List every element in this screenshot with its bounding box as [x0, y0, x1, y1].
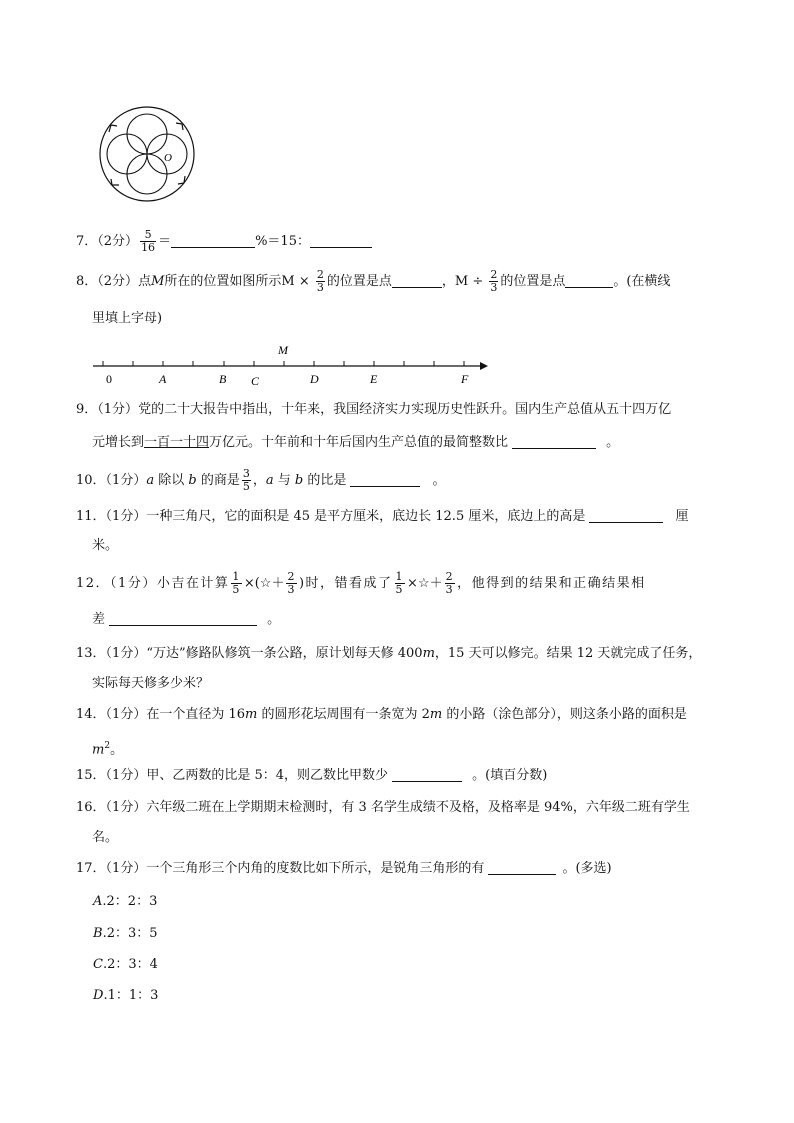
arrow-icon	[176, 123, 183, 130]
question-10: 10．（1分）a 除以 b 的商是 $\frac{3}{5}$ ，a 与 b 的比是 。	[76, 467, 446, 493]
question-score: （1分）	[110, 576, 157, 591]
answer-blank[interactable]	[512, 433, 596, 449]
answer-blank[interactable]	[589, 507, 663, 523]
question-score: （1分）	[105, 646, 147, 661]
question-number: 13．	[76, 646, 106, 661]
question-score: （2分）	[97, 274, 139, 289]
question-16-cont: 名。	[92, 830, 119, 845]
choice-b[interactable]: B.2：3：5	[93, 926, 158, 941]
tick-label-c: C	[251, 374, 260, 388]
question-number: 9．	[76, 402, 98, 417]
question-number: 12．	[76, 576, 111, 591]
tick-label-0: 0	[106, 372, 112, 386]
fraction: $\frac{2}{3}$	[287, 570, 296, 596]
arrow-icon	[178, 176, 185, 184]
choice-d[interactable]: D.1：1：3	[93, 988, 159, 1003]
tick-label-a: A	[159, 372, 167, 386]
question-12-cont: 差 。	[92, 612, 281, 627]
choice-a[interactable]: A.2：2：3	[93, 894, 158, 909]
question-9-cont: 元增长到一百一十四万亿元。十年前和十年后国内生产总值的最简整数比 。	[92, 435, 620, 450]
question-score: （1分）	[97, 402, 139, 417]
arrow-icon	[111, 179, 119, 185]
tick-label-d: D	[310, 372, 319, 386]
question-number: 7．	[76, 234, 98, 249]
question-9: 9．（1分）党的二十大报告中指出，十年来，我国经济实力实现历史性跃升。国内生产总值从五十四万亿	[76, 402, 672, 417]
question-8: 8．（2分）点M所在的位置如图所示M × $\frac{2}{3}$ 的位置是点 ，M ÷ $\frac{2}{3}$ 的位置是点 。(在横线	[76, 268, 671, 294]
question-17: 17．（1分）一个三角形三个内角的度数比如下所示，是锐角三角形的有 。(多选)	[76, 861, 612, 876]
question-number: 11．	[76, 509, 106, 524]
question-15: 15．（1分）甲、乙两数的比是 5：4，则乙数比甲数少 。(填百分数)	[76, 768, 548, 783]
tick-label-e: E	[370, 372, 378, 386]
fraction: $\frac{3}{5}$	[242, 467, 250, 493]
question-13: 13．（1分）“万达”修路队修筑一条公路，原计划每天修 400m，15 天可以修完。结果 12 天就完成了任务，	[76, 646, 702, 661]
question-score: （1分）	[105, 861, 147, 876]
question-14-cont: $m^2$。	[92, 741, 124, 758]
petal-circle-bottom	[127, 154, 167, 194]
tick-label-m: M	[278, 343, 288, 357]
fraction: $\frac{2}{3}$	[316, 268, 324, 294]
question-score: （1分）	[105, 473, 147, 488]
fraction: $\frac{5}{16}$	[141, 228, 156, 254]
question-score: （1分）	[105, 509, 147, 524]
circle-figure	[94, 103, 204, 203]
question-number: 14．	[76, 707, 106, 722]
arrow-icon	[109, 125, 117, 132]
question-12: 12．（1分）小吉在计算 $\frac{1}{5}$ ×(☆＋ $\frac{2}{3}$ )时，错看成了 $\frac{1}{5}$ ×☆＋ $\frac{2}{3}$ ，他得到的结果和正确结果相	[76, 570, 646, 596]
answer-blank[interactable]	[350, 471, 420, 487]
question-11: 11．（1分）一种三角尺，它的面积是 45 是平方厘米，底边长 12.5 厘米，底边上的高是 厘	[76, 509, 689, 524]
question-number: 10．	[76, 473, 106, 488]
question-13-cont: 实际每天修多少米？	[92, 676, 210, 691]
question-number: 8．	[76, 274, 98, 289]
answer-blank[interactable]	[565, 272, 613, 288]
question-14: 14．（1分）在一个直径为 16m 的圆形花坛周围有一条宽为 2m 的小路（涂色部分），则这条小路的面积是	[76, 707, 687, 722]
question-number: 15．	[76, 768, 106, 783]
tick-label-f: F	[461, 372, 469, 386]
question-8-cont: 里填上字母)	[92, 311, 163, 326]
number-line	[88, 340, 498, 390]
question-number: 17．	[76, 861, 106, 876]
tick-label-b: B	[219, 372, 227, 386]
question-number: 16．	[76, 800, 106, 815]
answer-blank[interactable]	[392, 272, 442, 288]
choice-c[interactable]: C.2：3：4	[93, 957, 158, 972]
question-16: 16．（1分）六年级二班在上学期期末检测时，有 3 名学生成绩不及格，及格率是 94%，六年级二班有学生	[76, 800, 690, 815]
petal-circle-top	[127, 114, 167, 154]
fraction: $\frac{2}{3}$	[445, 570, 455, 596]
question-score: （1分）	[105, 768, 147, 783]
fraction: $\frac{1}{5}$	[395, 570, 405, 596]
answer-blank[interactable]	[310, 232, 372, 248]
answer-blank[interactable]	[171, 232, 255, 248]
question-score: （2分）	[97, 234, 139, 249]
question-score: （1分）	[105, 707, 147, 722]
fraction: $\frac{2}{3}$	[490, 268, 498, 294]
center-label-o: O	[164, 152, 172, 164]
question-score: （1分）	[105, 800, 147, 815]
question-11-cont: 米。	[92, 538, 119, 553]
fraction: $\frac{1}{5}$	[232, 570, 241, 596]
petal-circle-left	[107, 134, 147, 174]
question-7: 7．（2分） $\frac{5}{16}$ ＝ %＝15：	[76, 228, 726, 256]
answer-blank[interactable]	[488, 859, 556, 875]
answer-blank[interactable]	[109, 610, 257, 626]
answer-blank[interactable]	[392, 766, 462, 782]
